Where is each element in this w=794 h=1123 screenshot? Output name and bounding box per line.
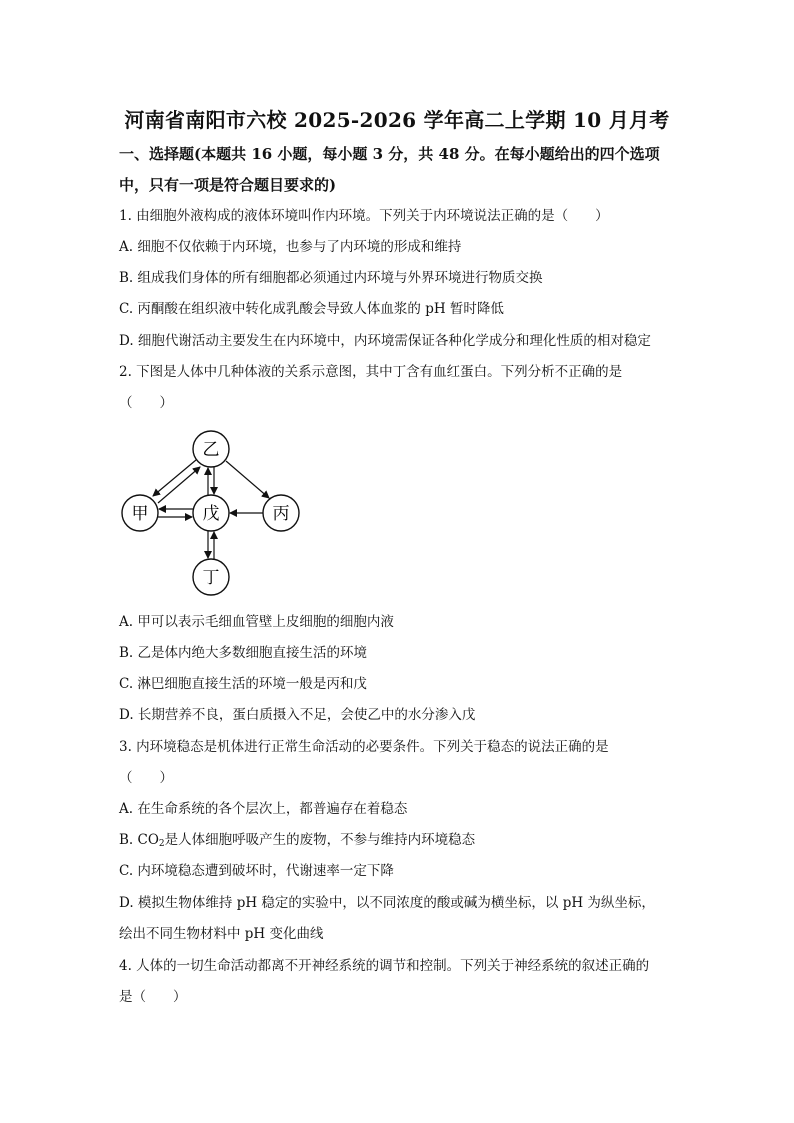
section-heading-line1: 一、选择题(本题共 16 小题，每小题 3 分，共 48 分。在每小题给出的四个选项 (119, 145, 660, 163)
page-title: 河南省南阳市六校 2025-2026 学年高二上学期 10 月月考 (124, 108, 670, 132)
question-1-option-b: B. 组成我们身体的所有细胞都必须通过内环境与外界环境进行物质交换 (119, 270, 543, 286)
question-2-option-c: C. 淋巴细胞直接生活的环境一般是丙和戊 (119, 676, 367, 692)
question-3-option-b-text: 是人体细胞呼吸产生的废物，不参与维持内环境稳态 (164, 832, 476, 848)
question-1-option-c: C. 丙酮酸在组织液中转化成乳酸会导致人体血浆的 pH 暂时降低 (119, 301, 504, 317)
node-right-label: 丙 (272, 504, 290, 524)
node-center (193, 495, 229, 531)
question-3-option-a: A. 在生命系统的各个层次上，都普遍存在着稳态 (119, 801, 408, 817)
question-3-option-b (119, 830, 475, 854)
question-3-stem: 3. 内环境稳态是机体进行正常生命活动的必要条件。下列关于稳态的说法正确的是 (119, 739, 609, 755)
arrow-left-to-top (158, 467, 200, 503)
question-4-stem-line2: 是（ ） (119, 989, 187, 1005)
question-2-option-b: B. 乙是体内绝大多数细胞直接生活的环境 (119, 645, 368, 661)
node-top-label: 乙 (202, 440, 220, 460)
question-1-option-d: D. 细胞代谢活动主要发生在内环境中，内环境需保证各种化学成分和理化性质的相对稳定 (119, 333, 651, 349)
arrow-top-to-right (226, 461, 269, 498)
node-right (263, 495, 299, 531)
node-bottom (193, 559, 229, 595)
question-2-option-a: A. 甲可以表示毛细血管壁上皮细胞的细胞内液 (119, 614, 394, 630)
arrow-top-to-left (153, 460, 196, 496)
question-2-stem: 2. 下图是人体中几种体液的关系示意图，其中丁含有血红蛋白。下列分析不正确的是 (119, 364, 623, 380)
question-3-answer-paren: （ ） (119, 770, 173, 786)
node-left-label: 甲 (131, 504, 149, 524)
question-3-option-d-line2: 绘出不同生物材料中 pH 变化曲线 (119, 926, 324, 942)
question-2-answer-paren: （ ） (119, 395, 173, 411)
question-3-option-d-line1: D. 模拟生物体维持 pH 稳定的实验中，以不同浓度的酸或碱为横坐标，以 pH 为纵坐标， (119, 895, 655, 911)
node-left (122, 495, 158, 531)
question-2-option-d: D. 长期营养不良，蛋白质摄入不足，会使乙中的水分渗入戊 (119, 707, 476, 723)
section-heading-line2: 中，只有一项是符合题目要求的) (119, 176, 337, 194)
question-3-option-b-prefix: B. CO (119, 832, 159, 848)
node-top (193, 431, 229, 467)
node-center-label: 戊 (202, 504, 220, 524)
node-bottom-label: 丁 (202, 568, 220, 588)
body-fluid-diagram (118, 423, 308, 603)
question-1-stem: 1. 由细胞外液构成的液体环境叫作内环境。下列关于内环境说法正确的是（ ） (119, 208, 609, 224)
question-1-option-a: A. 细胞不仅依赖于内环境，也参与了内环境的形成和维持 (119, 239, 462, 255)
question-3-option-c: C. 内环境稳态遭到破坏时，代谢速率一定下降 (119, 863, 394, 879)
question-3-option-b-subscript: 2 (158, 839, 165, 849)
question-4-stem-line1: 4. 人体的一切生命活动都离不开神经系统的调节和控制。下列关于神经系统的叙述正确的 (119, 958, 650, 974)
